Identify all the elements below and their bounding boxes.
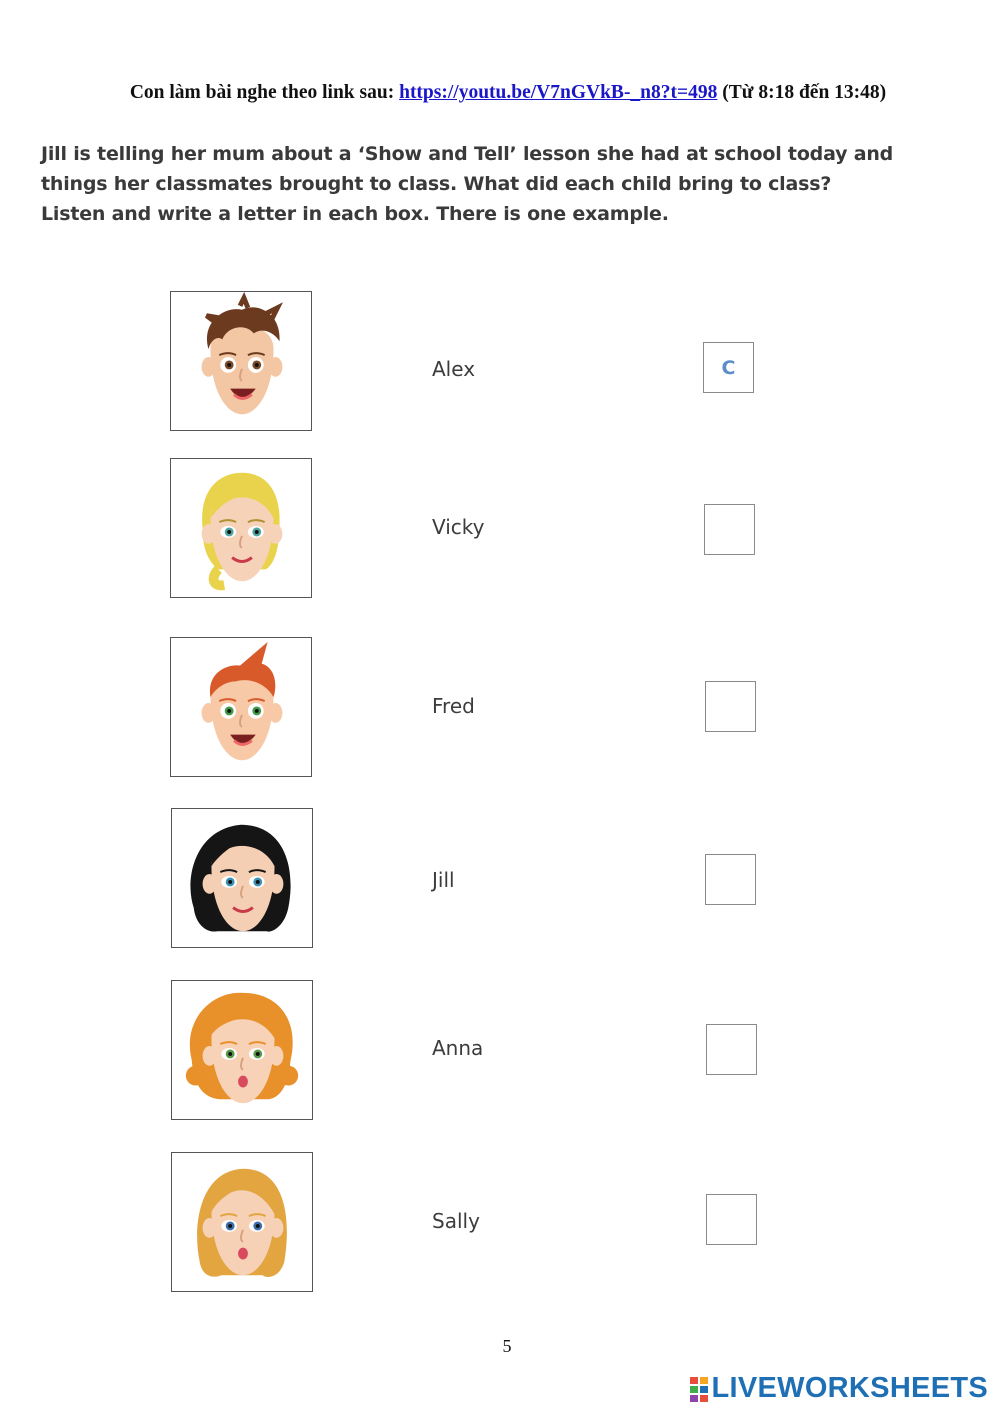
child-name: Vicky — [432, 515, 485, 539]
boy-red-hair-portrait — [170, 637, 312, 777]
boy-brown-hair-portrait — [170, 291, 312, 431]
youtube-link[interactable]: https://youtu.be/V7nGVkB-_n8?t=498 — [399, 82, 718, 103]
child-name: Sally — [432, 1209, 480, 1233]
girl-blonde-hair-portrait — [170, 458, 312, 598]
liveworksheets-logo — [689, 1372, 989, 1405]
girl-black-hair-portrait — [171, 808, 313, 948]
girl-golden-hair-portrait-art — [172, 1153, 312, 1291]
answer-box[interactable] — [706, 1024, 757, 1075]
answer-box[interactable] — [705, 854, 756, 905]
instructions-line-1: Jill is telling her mum about a ‘Show and Tell’ lesson she had at school today and — [41, 143, 894, 165]
answer-box[interactable] — [705, 681, 756, 732]
girl-blonde-hair-portrait-art — [171, 459, 311, 597]
child-name: Alex — [432, 357, 476, 381]
instructions-line-3: Listen and write a letter in each box. There is one example. — [41, 203, 669, 225]
girl-curly-orange-hair-portrait-art — [172, 981, 312, 1119]
boy-red-hair-portrait-art — [171, 638, 311, 776]
child-name: Jill — [432, 868, 455, 892]
answer-box[interactable] — [706, 1194, 757, 1245]
child-name: Anna — [432, 1036, 484, 1060]
girl-curly-orange-hair-portrait — [171, 980, 313, 1120]
liveworksheets-brand-text: LIVEWORKSHEETS — [711, 1372, 988, 1404]
instructions — [41, 139, 981, 229]
girl-golden-hair-portrait — [171, 1152, 313, 1292]
girl-black-hair-portrait-art — [172, 809, 312, 947]
liveworksheets-logo-icon — [689, 1375, 709, 1403]
answer-box[interactable] — [704, 504, 755, 555]
audio-link-line — [0, 82, 1000, 104]
answer-box[interactable]: C — [703, 342, 754, 393]
child-name: Fred — [432, 694, 475, 718]
boy-brown-hair-portrait-art — [171, 292, 311, 430]
audio-link-prefix: Con làm bài nghe theo link sau: — [129, 82, 400, 103]
page-number: 5 — [502, 1336, 512, 1356]
instructions-line-2: things her classmates brought to class. What did each child bring to class? — [41, 173, 832, 195]
audio-link-time-range: (Từ 8:18 đến 13:48) — [717, 82, 887, 103]
